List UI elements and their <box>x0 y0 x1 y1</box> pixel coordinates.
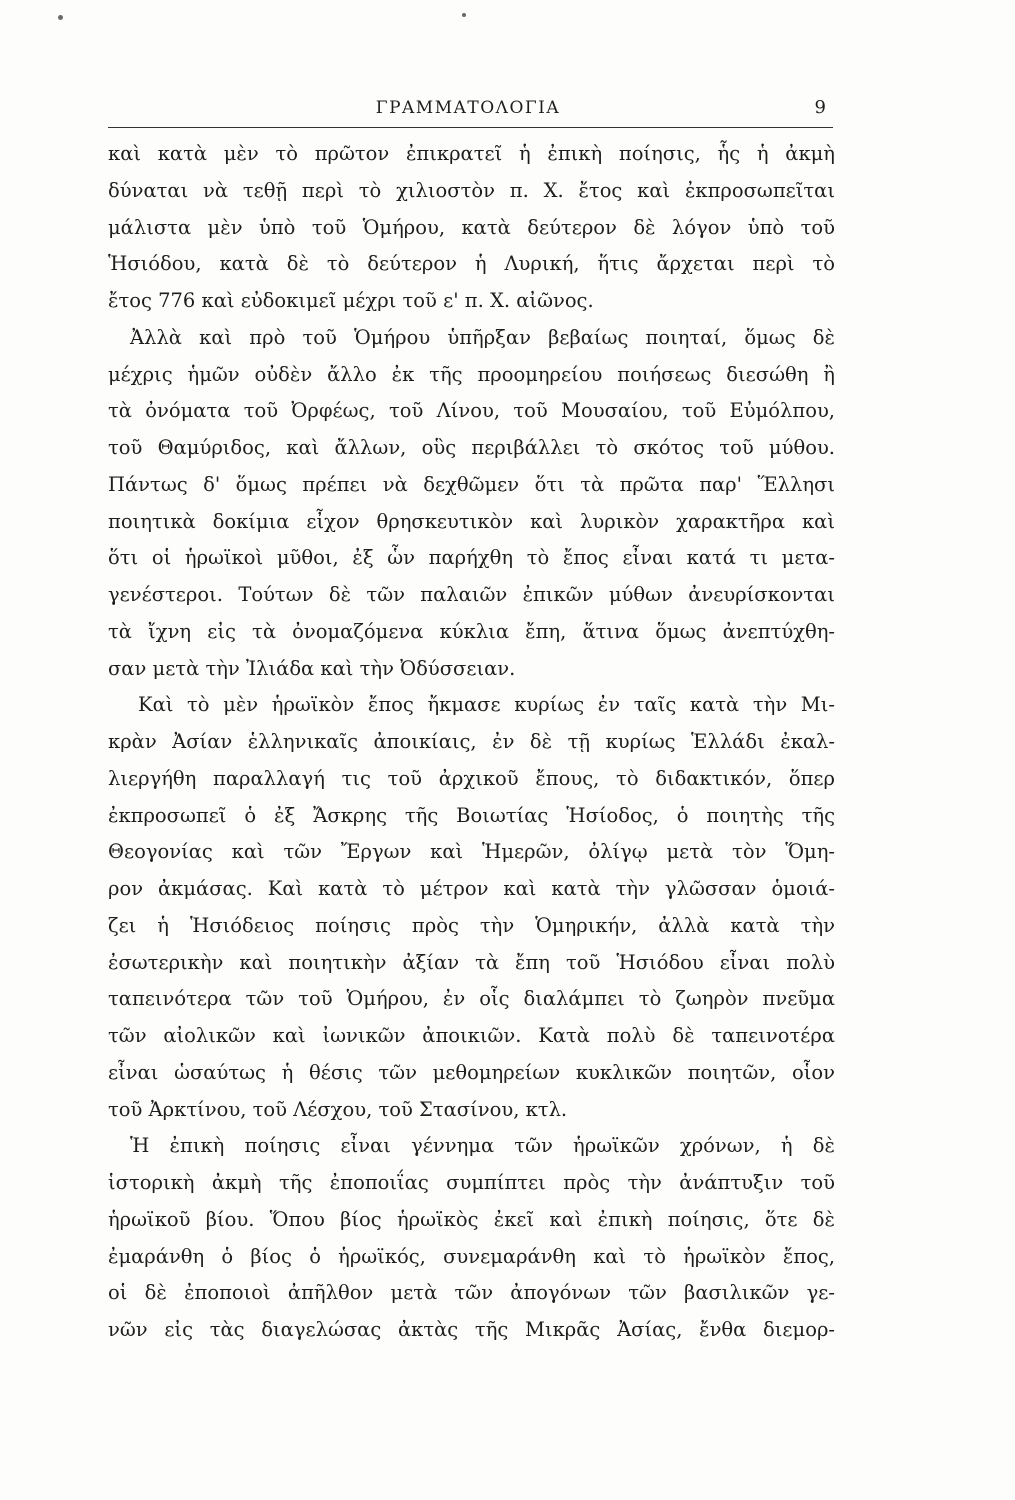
text-line: Θεογονίας καὶ τῶν Ἔργων καὶ Ἡμερῶν, ὀλίγῳ μετὰ τὸν Ὅμη- <box>108 840 835 864</box>
text-line: τῶν αἰολικῶν καὶ ἰωνικῶν ἀποικιῶν. Κατὰ πολὺ δὲ ταπεινοτέρα <box>108 1024 835 1047</box>
text-line: λιεργήθη παραλλαγή τις τοῦ ἀρχικοῦ ἔπους, τὸ διδακτικόν, ὅπερ <box>108 766 835 790</box>
text-line: Ἀλλὰ καὶ πρὸ τοῦ Ὁμήρου ὑπῆρξαν βεβαίως ποιηταί, ὅμως δὲ <box>130 325 835 349</box>
text-line: ἐσωτερικὴν καὶ ποιητικὴν ἀξίαν τὰ ἔπη τοῦ Ἡσιόδου εἶναι πολὺ <box>108 950 835 974</box>
text-line: μέχρις ἡμῶν οὐδὲν ἄλλο ἐκ τῆς προομηρείου ποιήσεως διεσώθη ἢ <box>108 362 835 386</box>
text-line: καὶ κατὰ μὲν τὸ πρῶτον ἐπικρατεῖ ἡ ἐπικὴ ποίησις, ἧς ἡ ἀκμὴ <box>108 142 835 165</box>
text-line: μάλιστα μὲν ὑπὸ τοῦ Ὁμήρου, κατὰ δεύτερον δὲ λόγον ὑπὸ τοῦ <box>108 215 835 239</box>
text-line: ἐκπροσωπεῖ ὁ ἐξ Ἄσκρης τῆς Βοιωτίας Ἡσίοδος, ὁ ποιητὴς τῆς <box>108 803 835 827</box>
text-line: Ἡσιόδου, κατὰ δὲ τὸ δεύτερον ἡ Λυρική, ἥτις ἄρχεται περὶ τὸ <box>108 252 835 276</box>
text-line: ὅτι οἱ ἡρωϊκοὶ μῦθοι, ἐξ ὧν παρήχθη τὸ ἔπος εἶναι κατά τι μετα- <box>108 546 835 570</box>
text-line: ταπεινότερα τῶν τοῦ Ὁμήρου, ἐν οἷς διαλάμπει τὸ ζωηρὸν πνεῦμα <box>108 987 835 1011</box>
text-body <box>108 136 835 1349</box>
text-line: ἡρωϊκοῦ βίου. Ὅπου βίος ἡρωϊκὸς ἐκεῖ καὶ ἐπικὴ ποίησις, ὅτε δὲ <box>108 1207 835 1231</box>
running-header <box>108 98 828 126</box>
text-line: σαν μετὰ τὴν Ἰλιάδα καὶ τὴν Ὀδύσσειαν. <box>108 656 516 680</box>
text-line: τὰ ἴχνη εἰς τὰ ὀνομαζόμενα κύκλια ἔπη, ἅτινα ὅμως ἀνεπτύχθη- <box>108 619 835 643</box>
text-line: τὰ ὀνόματα τοῦ Ὀρφέως, τοῦ Λίνου, τοῦ Μουσαίου, τοῦ Εὐμόλπου, <box>108 399 835 423</box>
text-line: ζει ἡ Ἡσιόδειος ποίησις πρὸς τὴν Ὁμηρικήν, ἀλλὰ κατὰ τὴν <box>108 913 835 937</box>
page-number: 9 <box>814 97 826 118</box>
text-line: Ἡ ἐπικὴ ποίησις εἶναι γέννημα τῶν ἡρωϊκῶν χρόνων, ἡ δὲ <box>130 1134 835 1158</box>
text-line: νῶν εἰς τὰς διαγελώσας ἀκτὰς τῆς Μικρᾶς Ἀσίας, ἔνθα διεμορ- <box>108 1318 835 1341</box>
text-line: ἔτος 776 καὶ εὐδοκιμεῖ μέχρι τοῦ ε' π. Χ. αἰῶνος. <box>108 289 594 312</box>
running-title: ΓΡΑΜΜΑΤΟΛΟΓΙΑ <box>375 98 561 118</box>
text-line: ἱστορικὴ ἀκμὴ τῆς ἐποποιΐας συμπίπτει πρὸς τὴν ἀνάπτυξιν τοῦ <box>108 1171 835 1194</box>
text-line: οἱ δὲ ἐποποιοὶ ἀπῆλθον μετὰ τῶν ἀπογόνων τῶν βασιλικῶν γε- <box>108 1281 835 1305</box>
header-rule <box>108 127 833 128</box>
text-line: δύναται νὰ τεθῇ περὶ τὸ χιλιοστὸν π. Χ. ἔτος καὶ ἐκπροσωπεῖται <box>108 178 835 202</box>
text-line: Πάντως δ' ὅμως πρέπει νὰ δεχθῶμεν ὅτι τὰ πρῶτα παρ' Ἕλλησι <box>108 472 835 496</box>
text-line: γενέστεροι. Τούτων δὲ τῶν παλαιῶν ἐπικῶν μύθων ἀνευρίσκονται <box>108 583 835 606</box>
print-speck <box>462 13 466 17</box>
text-line: ποιητικὰ δοκίμια εἶχον θρησκευτικὸν καὶ λυρικὸν χαρακτῆρα καὶ <box>108 509 835 533</box>
text-line: Καὶ τὸ μὲν ἡρωϊκὸν ἔπος ἤκμασε κυρίως ἐν ταῖς κατὰ τὴν Μι- <box>138 693 835 717</box>
text-line: κρὰν Ἀσίαν ἑλληνικαῖς ἀποικίαις, ἐν δὲ τῇ κυρίως Ἑλλάδι ἐκαλ- <box>108 730 835 753</box>
print-speck <box>58 15 63 20</box>
text-line: εἶναι ὡσαύτως ἡ θέσις τῶν μεθομηρείων κυκλικῶν ποιητῶν, οἷον <box>108 1060 835 1084</box>
text-line: ἐμαράνθη ὁ βίος ὁ ἡρωϊκός, συνεμαράνθη καὶ τὸ ἡρωϊκὸν ἔπος, <box>108 1244 835 1268</box>
text-line: τοῦ Ἀρκτίνου, τοῦ Λέσχου, τοῦ Στασίνου, κτλ. <box>108 1097 568 1121</box>
text-line: ρον ἀκμάσας. Καὶ κατὰ τὸ μέτρον καὶ κατὰ τὴν γλῶσσαν ὁμοιά- <box>108 877 835 900</box>
text-line: τοῦ Θαμύριδος, καὶ ἄλλων, οὓς περιβάλλει τὸ σκότος τοῦ μύθου. <box>108 436 835 459</box>
